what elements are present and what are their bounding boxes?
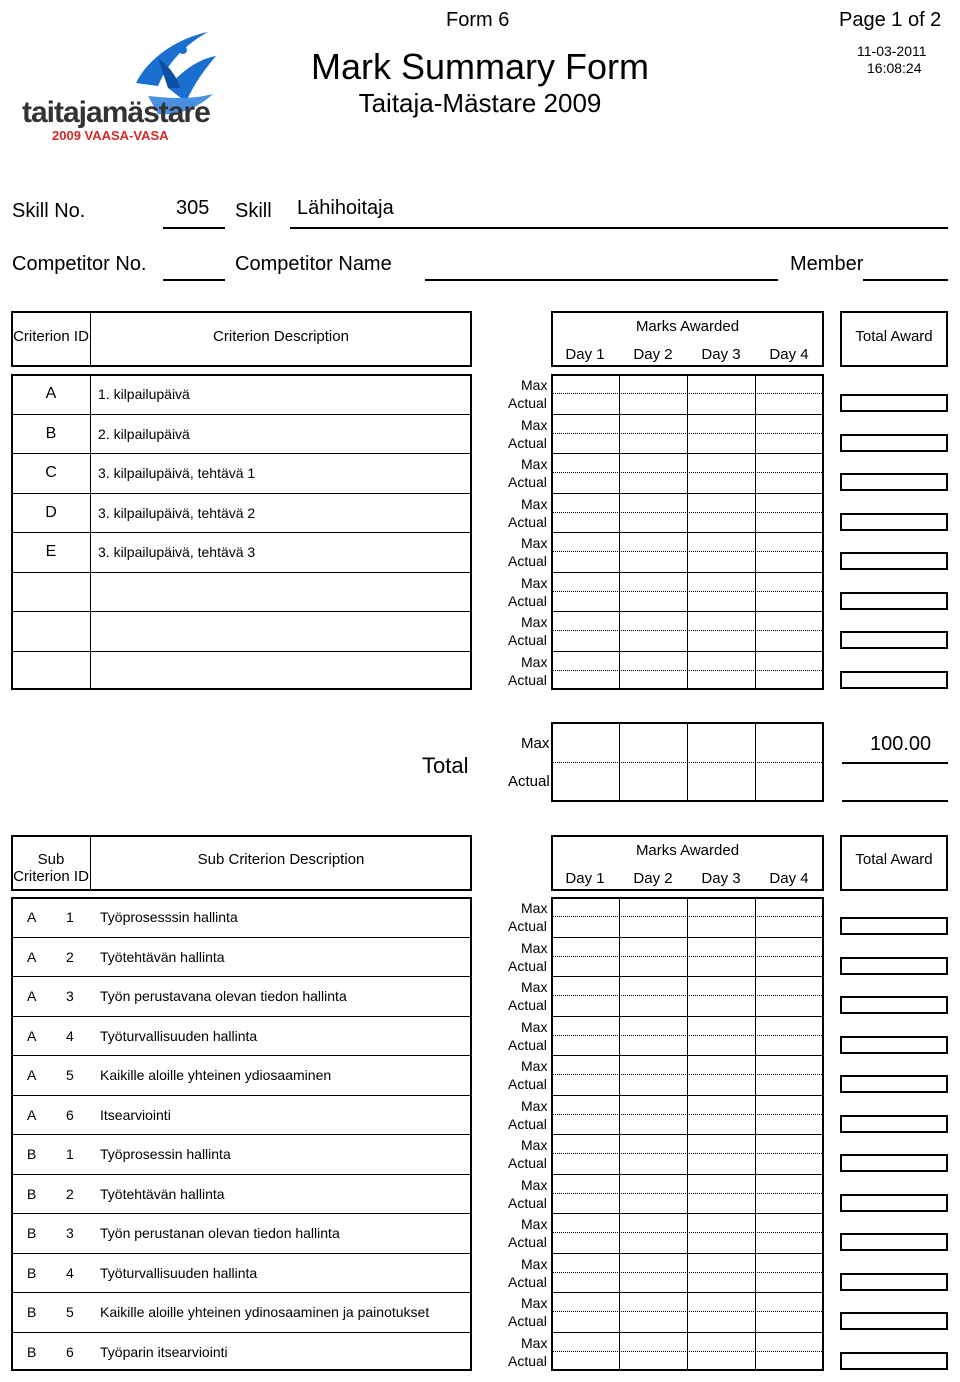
total-award-cell[interactable] xyxy=(840,473,948,491)
sub-total-award-cell[interactable] xyxy=(840,1036,948,1054)
sub-row-divider xyxy=(11,1016,472,1017)
marks-row-divider xyxy=(551,453,824,454)
print-time: 16:08:24 xyxy=(867,60,922,76)
actual-label: Actual xyxy=(508,1194,547,1211)
actual-label: Actual xyxy=(508,1036,547,1053)
criteria-row-divider xyxy=(11,651,472,652)
sub-total-award-cell[interactable] xyxy=(840,1115,948,1133)
sub-row-divider xyxy=(11,1253,472,1254)
sub-marks-row-divider xyxy=(551,1253,824,1254)
total-actual-label: Actual xyxy=(508,773,550,790)
sub-row-divider xyxy=(11,1174,472,1175)
day-1-label: Day 1 xyxy=(565,346,605,363)
criteria-row-divider xyxy=(11,493,472,494)
sub-marks-row-dotted xyxy=(551,1272,824,1273)
sub-marks-awarded-label: Marks Awarded xyxy=(635,842,740,859)
day-3-label: Day 3 xyxy=(701,346,741,363)
sub-criterion-id: B xyxy=(27,1343,37,1360)
criteria-description: 2. kilpailupäivä xyxy=(98,425,190,442)
sub-marks-row-divider xyxy=(551,1174,824,1175)
sub-criterion-number: 3 xyxy=(66,988,74,1004)
sub-criterion-number: 4 xyxy=(66,1264,74,1281)
total-award-cell[interactable] xyxy=(840,671,948,689)
max-label: Max xyxy=(521,1334,548,1351)
logo-text: taitajamästare xyxy=(22,96,210,129)
marks-row-dotted xyxy=(551,591,824,592)
sub-total-award-cell[interactable] xyxy=(840,996,948,1014)
max-label: Max xyxy=(521,1295,548,1311)
sub-marks-row-dotted xyxy=(551,1351,824,1352)
max-label: Max xyxy=(521,939,548,956)
max-label: Max xyxy=(521,495,548,512)
criteria-description: 3. kilpailupäivä, tehtävä 2 xyxy=(98,504,256,521)
sub-criterion-description: Työprosessin hallinta xyxy=(100,1146,231,1162)
actual-label: Actual xyxy=(508,671,547,688)
total-mid-dotted xyxy=(551,762,824,763)
marks-row-dotted xyxy=(551,433,824,434)
total-label: Total xyxy=(422,753,469,778)
sub-criterion-description: Työparin itsearviointi xyxy=(100,1343,228,1360)
sub-criterion-description: Kaikille aloille yhteinen ydiosaaminen xyxy=(100,1067,332,1083)
actual-label: Actual xyxy=(508,434,547,451)
sub-marks-row-divider xyxy=(551,1332,824,1333)
competitor-name-label: Competitor Name xyxy=(235,253,392,275)
sub-total-award-cell[interactable] xyxy=(840,1352,948,1370)
criteria-row-divider xyxy=(11,532,472,533)
sub-total-award-cell[interactable] xyxy=(840,1273,948,1291)
sub-criterion-description: Työturvallisuuden hallinta xyxy=(100,1264,258,1281)
marks-row-divider xyxy=(551,572,824,573)
total-award-label: Total Award xyxy=(855,328,933,345)
logo-subtext: 2009 VAASA-VASA xyxy=(52,128,169,143)
actual-label: Actual xyxy=(508,553,547,569)
sub-criterion-number: 1 xyxy=(66,909,74,925)
actual-label: Actual xyxy=(508,1115,547,1132)
sub-criterion-number: 5 xyxy=(66,1067,74,1083)
sub-total-award-label: Total Award xyxy=(855,851,933,868)
actual-label: Actual xyxy=(508,1234,547,1250)
marks-row-divider xyxy=(551,493,824,494)
sub-criterion-description: Kaikille aloille yhteinen ydinosaaminen ja painotukset xyxy=(100,1304,430,1320)
sub-criterion-id: A xyxy=(27,1106,37,1123)
criteria-row-divider xyxy=(11,453,472,454)
page-title: Mark Summary Form xyxy=(310,46,649,87)
sub-col-id-line2: Criterion ID xyxy=(13,868,89,885)
sub-criterion-id: B xyxy=(27,1225,37,1241)
sub-criterion-id: B xyxy=(27,1146,37,1162)
sub-day-2-label: Day 2 xyxy=(633,870,673,887)
max-label: Max xyxy=(521,1097,548,1114)
member-label: Member xyxy=(790,253,864,275)
sub-day-3-label: Day 3 xyxy=(701,870,741,887)
competitor-no-field[interactable] xyxy=(163,279,225,281)
sub-criterion-number: 4 xyxy=(66,1027,74,1044)
marks-row-dotted xyxy=(551,551,824,552)
max-label: Max xyxy=(521,614,548,630)
actual-label: Actual xyxy=(508,1076,547,1092)
form-label: Form 6 xyxy=(446,9,510,31)
max-label: Max xyxy=(521,377,548,393)
sub-criterion-id: A xyxy=(27,1027,37,1044)
max-label: Max xyxy=(521,1018,548,1035)
sub-criterion-description: Työprosesssin hallinta xyxy=(100,909,238,925)
sub-criterion-description: Työn perustavana olevan tiedon hallinta xyxy=(100,988,347,1004)
criteria-description: 3. kilpailupäivä, tehtävä 1 xyxy=(98,465,256,481)
sub-criterion-number: 2 xyxy=(66,948,74,965)
max-label: Max xyxy=(521,1137,548,1153)
max-label: Max xyxy=(521,1058,548,1074)
max-label: Max xyxy=(521,1176,548,1193)
sub-row-divider xyxy=(11,976,472,977)
total-award-cell[interactable] xyxy=(840,592,948,610)
sub-marks-row-dotted xyxy=(551,916,824,917)
actual-label: Actual xyxy=(508,632,547,648)
skill-no-value[interactable]: 305 xyxy=(176,197,210,219)
sub-row-divider xyxy=(11,1332,472,1333)
total-award-cell[interactable] xyxy=(840,513,948,531)
sub-marks-row-divider xyxy=(551,1213,824,1214)
skill-underline xyxy=(290,227,948,229)
actual-label: Actual xyxy=(508,592,547,609)
criteria-description: 3. kilpailupäivä, tehtävä 3 xyxy=(98,544,256,560)
sub-total-award-cell[interactable] xyxy=(840,957,948,975)
max-label: Max xyxy=(521,535,548,551)
marks-awarded-label: Marks Awarded xyxy=(635,318,740,335)
criteria-id: A xyxy=(45,385,57,402)
competitor-name-field[interactable] xyxy=(425,279,778,281)
page-subtitle: Taitaja-Mästare 2009 xyxy=(358,88,602,118)
sub-row-divider xyxy=(11,1292,472,1293)
criteria-row-divider xyxy=(11,414,472,415)
criteria-id: B xyxy=(45,424,57,442)
max-label: Max xyxy=(521,1255,548,1272)
total-award-cell[interactable] xyxy=(840,631,948,649)
criteria-id: C xyxy=(45,464,57,481)
sub-criterion-description: Työturvallisuuden hallinta xyxy=(100,1027,258,1044)
criteria-id: D xyxy=(45,503,57,521)
marks-row-divider xyxy=(551,651,824,652)
actual-label: Actual xyxy=(508,918,547,934)
total-max-value: 100.00 xyxy=(870,733,932,755)
sub-row-divider xyxy=(11,1095,472,1096)
sub-criterion-number: 5 xyxy=(66,1304,74,1320)
skill-no-underline xyxy=(163,227,225,229)
sub-criterion-id: A xyxy=(27,988,37,1004)
criteria-id: E xyxy=(45,543,57,560)
max-label: Max xyxy=(521,653,548,670)
sub-marks-row-dotted xyxy=(551,956,824,957)
total-award-cell[interactable] xyxy=(840,434,948,452)
max-label: Max xyxy=(521,456,548,472)
day-2-label: Day 2 xyxy=(633,346,673,363)
total-max-label: Max xyxy=(521,735,550,752)
sub-marks-row-dotted xyxy=(551,995,824,996)
sub-criterion-id: A xyxy=(27,948,37,965)
sub-marks-row-divider xyxy=(551,1095,824,1096)
skill-value[interactable]: Lähihoitaja xyxy=(297,197,394,219)
sub-marks-row-divider xyxy=(551,1292,824,1293)
marks-row-divider xyxy=(551,532,824,533)
sub-marks-row-dotted xyxy=(551,1232,824,1233)
sub-row-divider xyxy=(11,1213,472,1214)
page-label: Page 1 of 2 xyxy=(839,9,942,31)
criteria-description: 1. kilpailupäivä xyxy=(98,386,190,402)
actual-label: Actual xyxy=(508,1273,547,1290)
sub-col-desc: Sub Criterion Description xyxy=(197,851,365,868)
actual-label: Actual xyxy=(508,1313,547,1329)
max-label: Max xyxy=(521,900,548,916)
actual-label: Actual xyxy=(508,395,547,411)
sub-criterion-number: 6 xyxy=(66,1343,74,1360)
skill-no-label: Skill No. xyxy=(12,200,86,222)
sub-row-divider xyxy=(11,1055,472,1056)
actual-label: Actual xyxy=(508,957,547,974)
marks-row-dotted xyxy=(551,670,824,671)
sub-marks-row-divider xyxy=(551,1134,824,1135)
marks-row-dotted xyxy=(551,512,824,513)
sub-total-award-cell[interactable] xyxy=(840,1154,948,1172)
sub-criterion-id: B xyxy=(27,1185,37,1202)
sub-marks-row-dotted xyxy=(551,1114,824,1115)
sub-day-4-label: Day 4 xyxy=(769,870,809,887)
criteria-row-divider xyxy=(11,611,472,612)
total-award-cell[interactable] xyxy=(840,394,948,412)
sub-criterion-number: 1 xyxy=(66,1146,74,1162)
marks-row-divider xyxy=(551,611,824,612)
sub-marks-row-dotted xyxy=(551,1153,824,1154)
criteria-col-desc: Criterion Description xyxy=(213,328,349,345)
sub-marks-row-divider xyxy=(551,976,824,977)
sub-criterion-description: Työn perustanan olevan tiedon hallinta xyxy=(100,1225,340,1241)
actual-label: Actual xyxy=(508,1155,547,1171)
member-field[interactable] xyxy=(863,279,948,281)
marks-row-divider xyxy=(551,414,824,415)
criteria-row-divider xyxy=(11,572,472,573)
sub-row-divider xyxy=(11,1134,472,1135)
sub-total-award-cell[interactable] xyxy=(840,917,948,935)
sub-marks-row-divider xyxy=(551,1016,824,1017)
total-actual-field[interactable] xyxy=(842,800,948,802)
marks-row-dotted xyxy=(551,630,824,631)
logo xyxy=(18,28,218,146)
marks-row-dotted xyxy=(551,472,824,473)
actual-label: Actual xyxy=(508,1352,547,1369)
sub-marks-row-dotted xyxy=(551,1074,824,1075)
sub-total-award-cell[interactable] xyxy=(840,1194,948,1212)
sub-criterion-description: Työtehtävän hallinta xyxy=(100,1185,225,1202)
sub-col-id-line1: Sub xyxy=(37,851,65,868)
sub-criterion-id: B xyxy=(27,1264,37,1281)
sub-criterion-description: Itsearviointi xyxy=(100,1106,171,1123)
sub-criterion-number: 6 xyxy=(66,1106,74,1123)
skill-label: Skill xyxy=(235,200,272,222)
actual-label: Actual xyxy=(508,997,547,1013)
max-label: Max xyxy=(521,979,548,995)
sub-total-award-cell[interactable] xyxy=(840,1312,948,1330)
sub-total-award-cell[interactable] xyxy=(840,1075,948,1093)
criteria-col-id: Criterion ID xyxy=(13,328,89,345)
actual-label: Actual xyxy=(508,513,547,530)
marks-row-dotted xyxy=(551,393,824,394)
sub-marks-row-divider xyxy=(551,1055,824,1056)
sub-criterion-number: 3 xyxy=(66,1225,74,1241)
sub-marks-row-dotted xyxy=(551,1311,824,1312)
sub-marks-row-dotted xyxy=(551,1035,824,1036)
actual-label: Actual xyxy=(508,474,547,490)
sub-criterion-description: Työtehtävän hallinta xyxy=(100,948,225,965)
sub-criterion-number: 2 xyxy=(66,1185,74,1202)
competitor-no-label: Competitor No. xyxy=(12,253,147,275)
max-label: Max xyxy=(521,574,548,591)
total-max-underline xyxy=(842,762,948,764)
sub-row-divider xyxy=(11,937,472,938)
sub-criterion-id: A xyxy=(27,1067,37,1083)
sub-total-award-cell[interactable] xyxy=(840,1233,948,1251)
day-4-label: Day 4 xyxy=(769,346,809,363)
sub-day-1-label: Day 1 xyxy=(565,870,605,887)
sub-marks-row-divider xyxy=(551,937,824,938)
sub-criterion-id: B xyxy=(27,1304,37,1320)
sub-criterion-id: A xyxy=(27,909,37,925)
sub-marks-row-dotted xyxy=(551,1193,824,1194)
total-award-cell[interactable] xyxy=(840,552,948,570)
max-label: Max xyxy=(521,1216,548,1232)
max-label: Max xyxy=(521,416,548,433)
print-date: 11-03-2011 xyxy=(857,43,927,59)
